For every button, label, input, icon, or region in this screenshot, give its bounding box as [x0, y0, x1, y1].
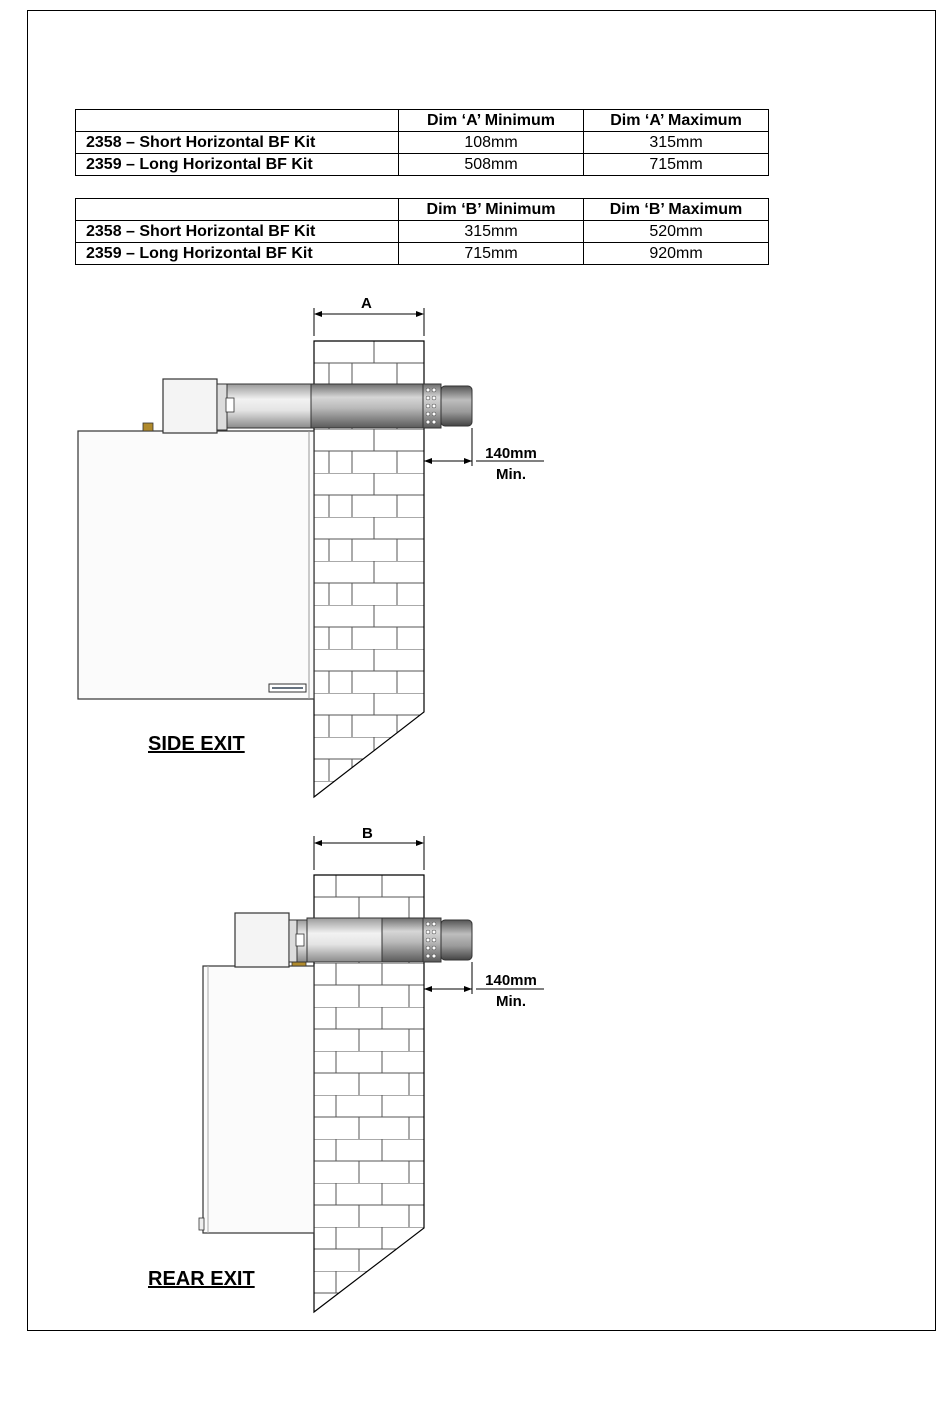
min-cell: 315mm: [399, 221, 584, 243]
clearance-value: 140mm: [485, 445, 537, 462]
rear-exit-title: REAR EXIT: [148, 1268, 255, 1290]
table-header-cell: Dim ‘A’ Maximum: [584, 110, 769, 132]
max-cell: 520mm: [584, 221, 769, 243]
table-header-cell: Dim ‘B’ Minimum: [399, 199, 584, 221]
clearance-value: 140mm: [485, 972, 537, 989]
rear-clearance-label: [478, 970, 544, 1012]
kit-name-cell: 2359 – Long Horizontal BF Kit: [76, 154, 399, 176]
side-exit-diagram: [78, 308, 544, 797]
table-header-cell: Dim ‘A’ Minimum: [399, 110, 584, 132]
flue-pipe: [226, 384, 472, 428]
max-cell: 715mm: [584, 154, 769, 176]
boiler-unit: [199, 960, 314, 1233]
max-cell: 315mm: [584, 132, 769, 154]
dimension-b-label: B: [362, 825, 373, 842]
clearance-suffix: Min.: [496, 993, 526, 1010]
min-cell: 508mm: [399, 154, 584, 176]
flue-elbow: [235, 913, 289, 967]
clearance-suffix: Min.: [496, 466, 526, 483]
min-cell: 715mm: [399, 243, 584, 265]
kit-name-cell: 2359 – Long Horizontal BF Kit: [76, 243, 399, 265]
flue-elbow: [163, 379, 217, 433]
kit-name-cell: 2358 – Short Horizontal BF Kit: [76, 132, 399, 154]
dimension-a-label: A: [361, 295, 372, 312]
rear-exit-diagram: [199, 836, 544, 1312]
boiler-unit: [78, 423, 314, 699]
side-exit-title: SIDE EXIT: [148, 733, 245, 755]
max-cell: 920mm: [584, 243, 769, 265]
flue-pipe: [296, 918, 472, 962]
min-cell: 108mm: [399, 132, 584, 154]
side-clearance-label: [478, 443, 544, 485]
table-header-cell: Dim ‘B’ Maximum: [584, 199, 769, 221]
kit-name-cell: 2358 – Short Horizontal BF Kit: [76, 221, 399, 243]
dimension-a-arrow: [314, 308, 424, 336]
